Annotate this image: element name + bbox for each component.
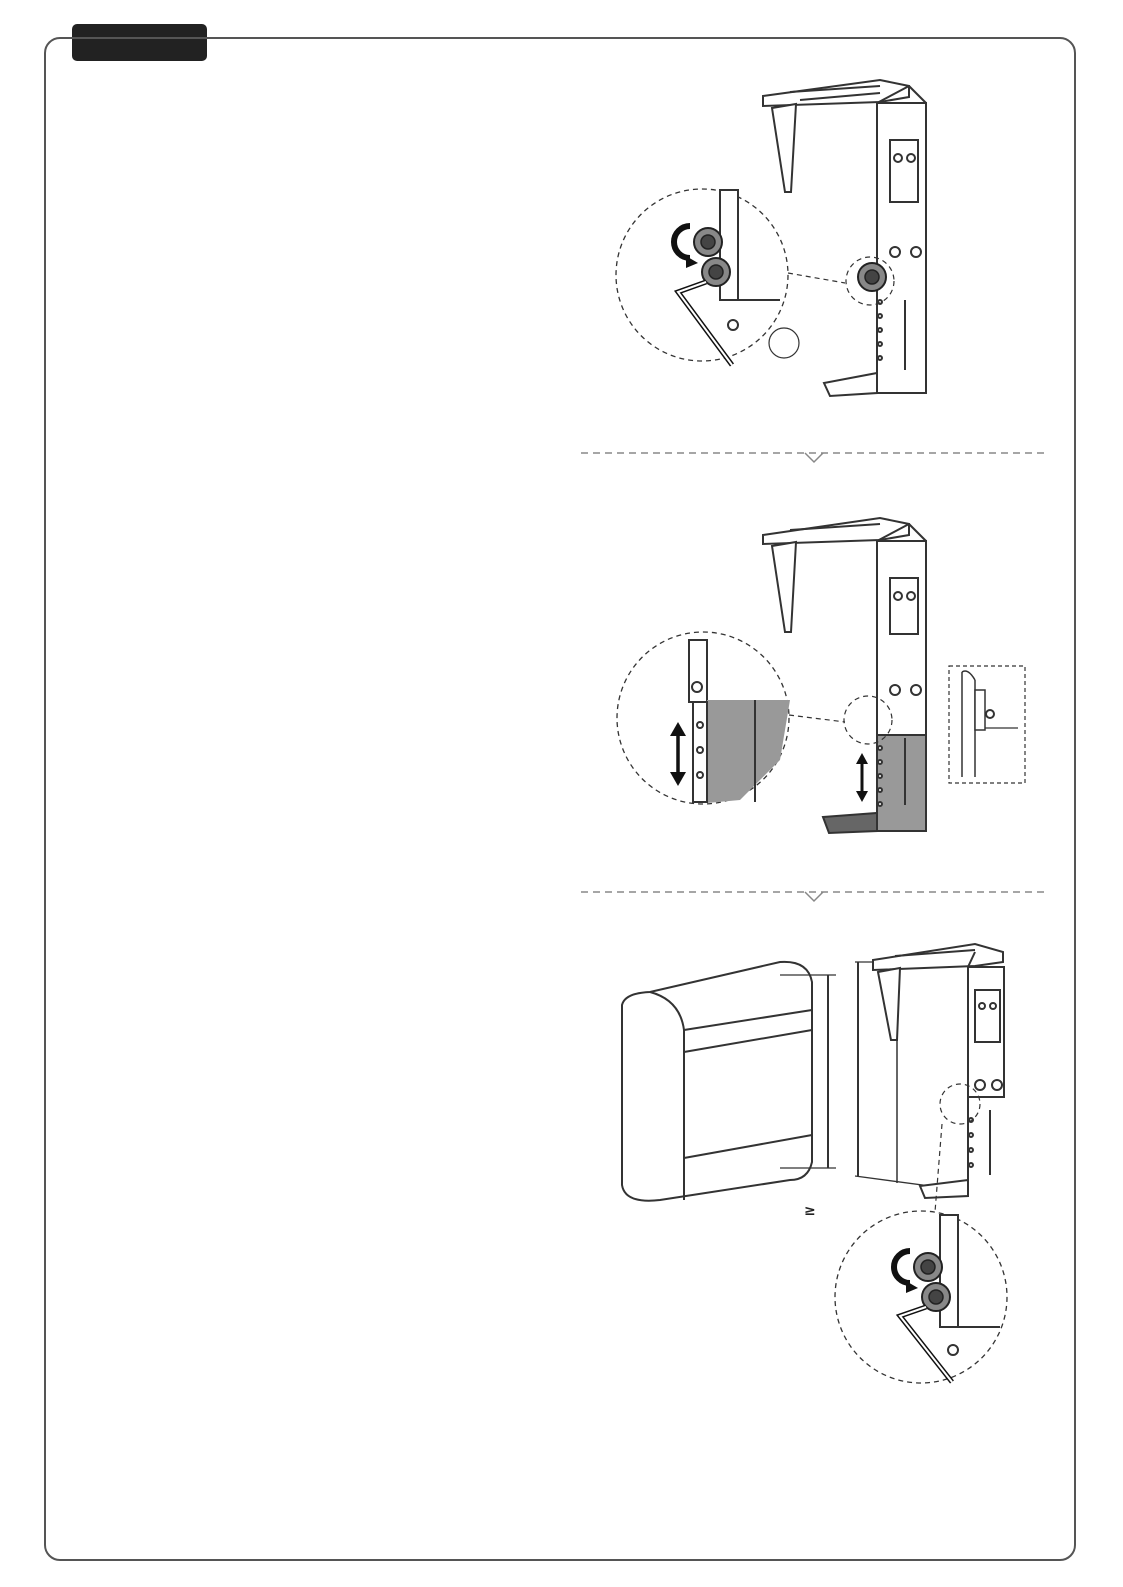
divider-1 xyxy=(581,453,1048,462)
step3-illustration xyxy=(622,944,1007,1383)
divider-2 xyxy=(581,892,1048,901)
step1-illustration xyxy=(616,80,926,396)
step2-illustration xyxy=(617,518,1025,833)
step3-greater-equal-symbol: ≥ xyxy=(804,1203,816,1219)
